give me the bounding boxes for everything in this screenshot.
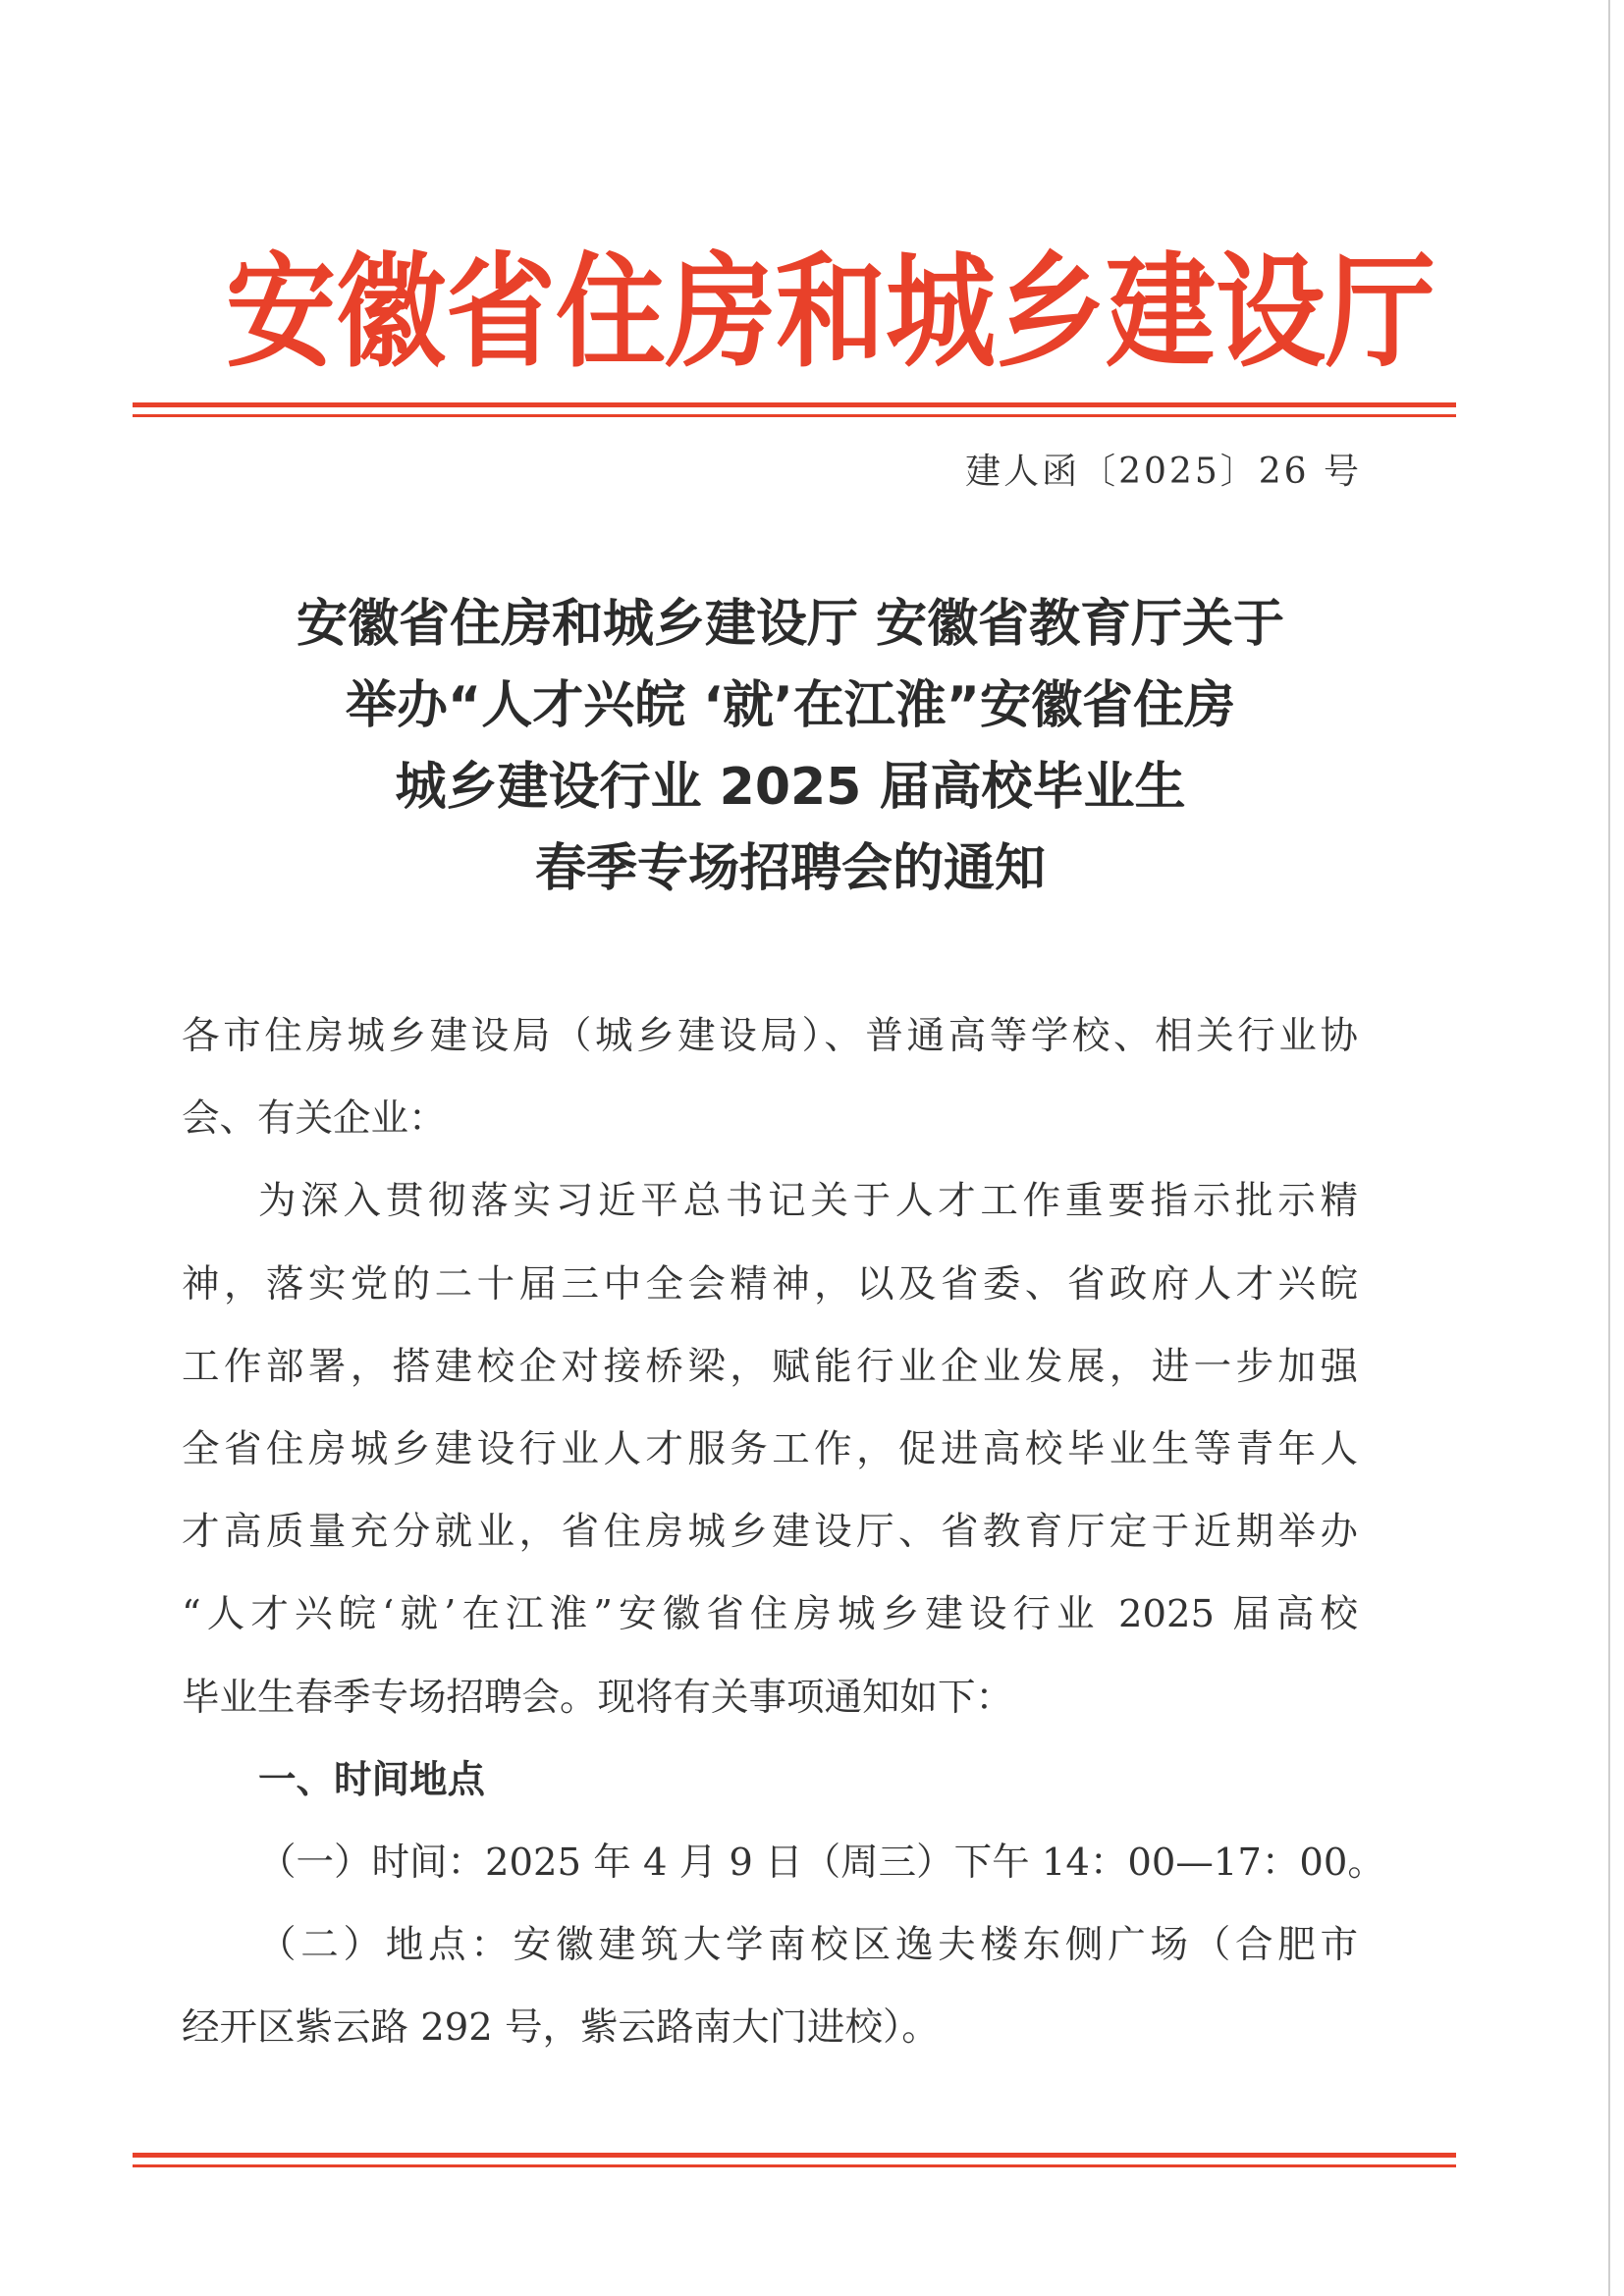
footer-rule <box>133 2153 1456 2158</box>
intro-line: 全省住房城乡建设行业人才服务工作，促进高校毕业生等青年人 <box>182 1426 1358 1471</box>
place-line: （二）地点：安徽建筑大学南校区逸夫楼东侧广场（合肥市 <box>258 1923 1358 1968</box>
intro-line: 才高质量充分就业，省住房城乡建设厅、省教育厅定于近期举办 <box>182 1510 1358 1555</box>
intro-line: 神，落实党的二十届三中全会精神，以及省委、省政府人才兴皖 <box>182 1261 1358 1307</box>
intro-line: 为深入贯彻落实习近平总书记关于人才工作重要指示批示精 <box>258 1179 1358 1224</box>
section-heading: 一、时间地点 <box>258 1757 486 1802</box>
intro-line: “人才兴皖‘就’在江淮”安徽省住房城乡建设行业 2025 届高校 <box>182 1592 1358 1637</box>
time-line: （一）时间：2025 年 4 月 9 日（周三）下午 14：00—17：00。 <box>258 1840 1385 1885</box>
intro-line: 工作部署，搭建校企对接桥梁，赋能行业企业发展，进一步加强 <box>182 1344 1358 1389</box>
addressee-line: 会、有关企业： <box>182 1096 447 1142</box>
title-line: 安徽省住房和城乡建设厅 安徽省教育厅关于 <box>296 595 1285 654</box>
masthead-rule <box>133 402 1456 407</box>
title-line: 举办“人才兴皖 ‘就’在江淮”安徽省住房 <box>346 676 1235 735</box>
document-title <box>167 584 1414 910</box>
document-number: 建人函〔2025〕26 号 <box>965 452 1362 492</box>
document-body <box>182 995 1385 2069</box>
footer-rule-thin <box>133 2164 1456 2167</box>
masthead: 安徽省住房和城乡建设厅 <box>226 241 1435 385</box>
intro-line: 毕业生春季专场招聘会。现将有关事项通知如下： <box>182 1675 1014 1720</box>
title-line: 城乡建设行业 2025 届高校毕业生 <box>395 758 1186 817</box>
page-edge <box>1608 0 1610 2296</box>
addressee-line: 各市住房城乡建设局（城乡建设局）、普通高等学校、相关行业协 <box>182 1014 1358 1058</box>
place-line: 经开区紫云路 292 号，紫云路南大门进校）。 <box>182 2005 940 2051</box>
title-line: 春季专场招聘会的通知 <box>534 839 1046 898</box>
masthead-rule-thin <box>133 414 1456 417</box>
